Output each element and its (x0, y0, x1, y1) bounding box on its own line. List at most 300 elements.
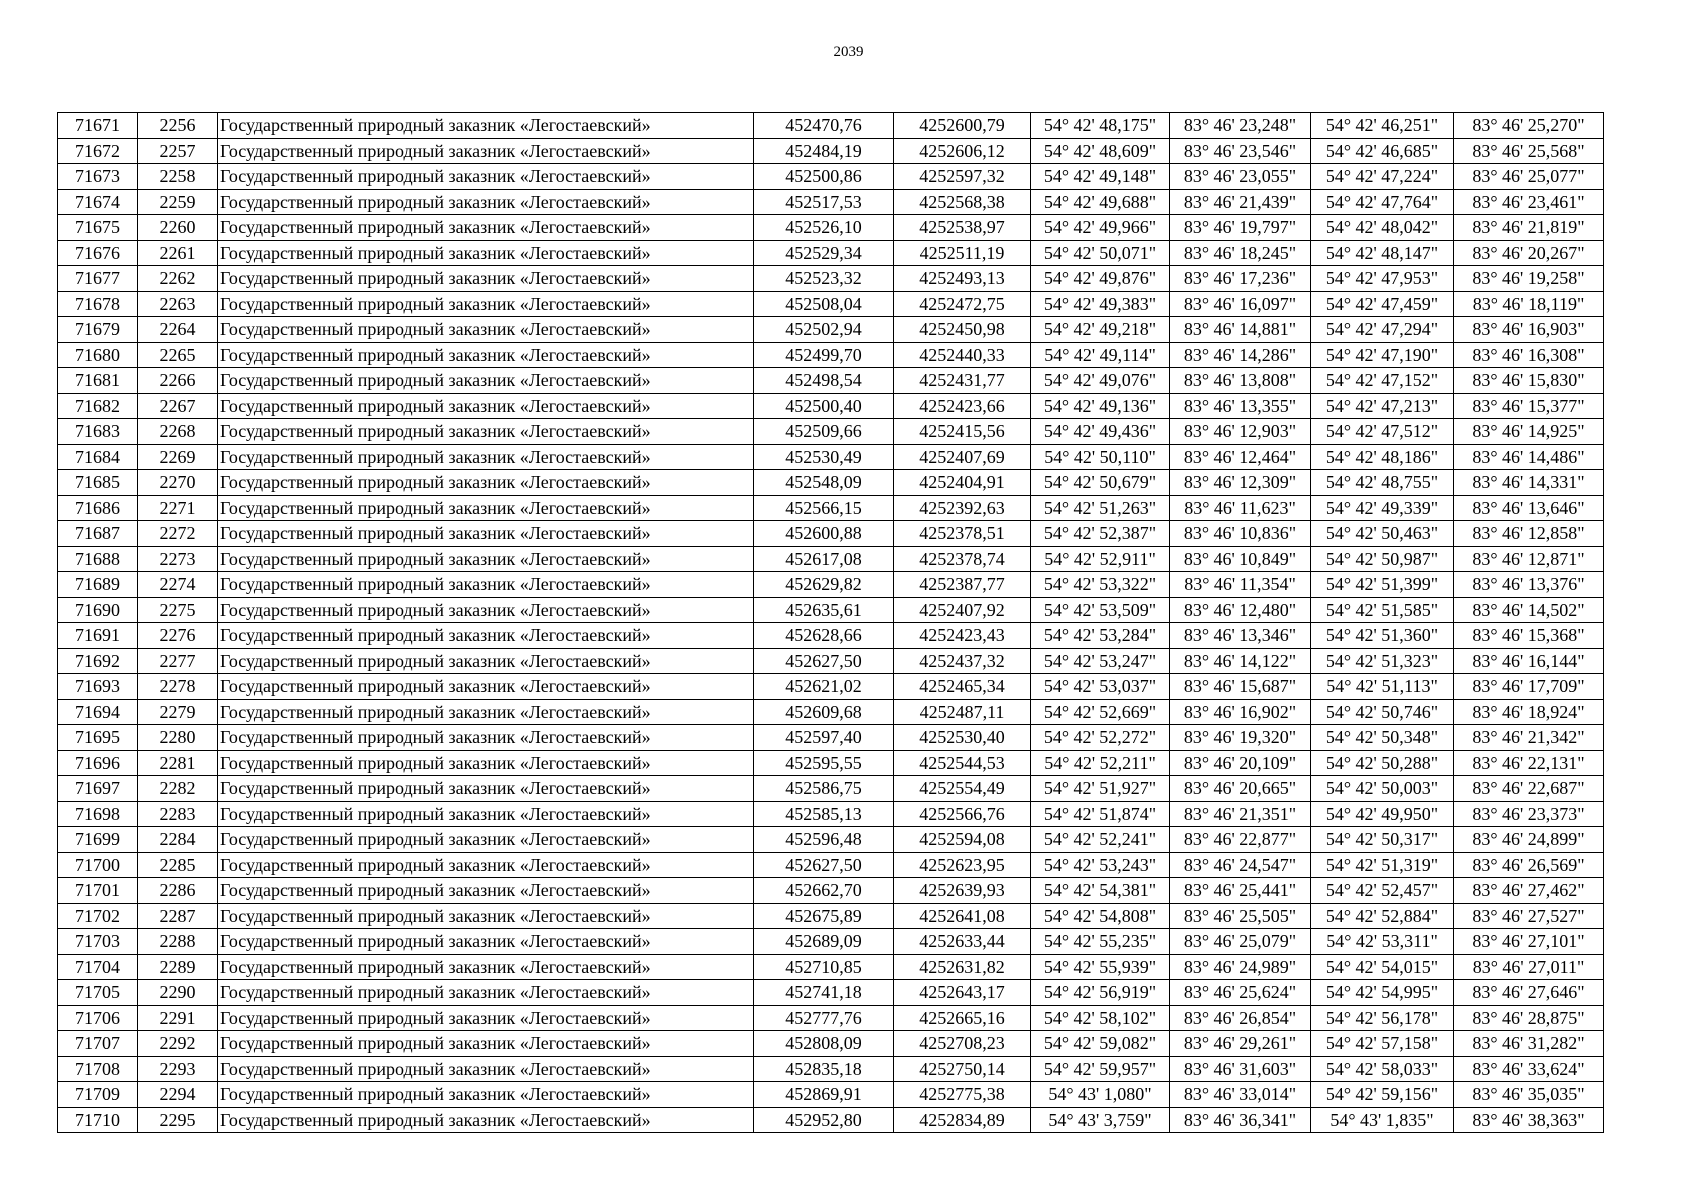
cell-latitude-2: 54° 42' 50,317" (1311, 827, 1454, 853)
cell-point-number: 2270 (138, 470, 218, 496)
cell-longitude-1: 83° 46' 31,603" (1170, 1056, 1311, 1082)
cell-x-coordinate: 452530,49 (754, 444, 894, 470)
cell-longitude-1: 83° 46' 23,055" (1170, 164, 1311, 190)
cell-x-coordinate: 452621,02 (754, 674, 894, 700)
cell-latitude-2: 54° 42' 51,360" (1311, 623, 1454, 649)
cell-y-coordinate: 4252378,74 (894, 546, 1031, 572)
cell-latitude-1: 54° 42' 53,247" (1031, 648, 1170, 674)
cell-x-coordinate: 452586,75 (754, 776, 894, 802)
cell-latitude-2: 54° 42' 59,156" (1311, 1082, 1454, 1108)
cell-x-coordinate: 452600,88 (754, 521, 894, 547)
table-row (58, 113, 1604, 139)
cell-latitude-2: 54° 42' 47,190" (1311, 342, 1454, 368)
cell-latitude-2: 54° 42' 47,459" (1311, 291, 1454, 317)
cell-latitude-1: 54° 43' 1,080" (1031, 1082, 1170, 1108)
cell-point-number: 2268 (138, 419, 218, 445)
cell-row-number: 71707 (58, 1031, 138, 1057)
cell-longitude-1: 83° 46' 19,797" (1170, 215, 1311, 241)
cell-latitude-1: 54° 42' 53,322" (1031, 572, 1170, 598)
cell-longitude-2: 83° 46' 27,101" (1454, 929, 1604, 955)
cell-latitude-2: 54° 42' 50,987" (1311, 546, 1454, 572)
cell-longitude-1: 83° 46' 10,849" (1170, 546, 1311, 572)
cell-row-number: 71692 (58, 648, 138, 674)
cell-latitude-1: 54° 42' 53,243" (1031, 852, 1170, 878)
cell-x-coordinate: 452585,13 (754, 801, 894, 827)
cell-territory-name: Государственный природный заказник «Легостаевский» (218, 368, 754, 394)
cell-x-coordinate: 452869,91 (754, 1082, 894, 1108)
cell-row-number: 71676 (58, 240, 138, 266)
cell-x-coordinate: 452509,66 (754, 419, 894, 445)
cell-point-number: 2266 (138, 368, 218, 394)
cell-longitude-1: 83° 46' 13,808" (1170, 368, 1311, 394)
cell-longitude-1: 83° 46' 16,902" (1170, 699, 1311, 725)
cell-longitude-2: 83° 46' 16,903" (1454, 317, 1604, 343)
table-row (58, 342, 1604, 368)
cell-y-coordinate: 4252623,95 (894, 852, 1031, 878)
cell-longitude-2: 83° 46' 21,342" (1454, 725, 1604, 751)
cell-longitude-2: 83° 46' 31,282" (1454, 1031, 1604, 1057)
cell-x-coordinate: 452689,09 (754, 929, 894, 955)
cell-territory-name: Государственный природный заказник «Легостаевский» (218, 597, 754, 623)
cell-point-number: 2260 (138, 215, 218, 241)
cell-point-number: 2276 (138, 623, 218, 649)
cell-longitude-2: 83° 46' 16,144" (1454, 648, 1604, 674)
cell-longitude-1: 83° 46' 23,546" (1170, 138, 1311, 164)
cell-latitude-2: 54° 42' 50,003" (1311, 776, 1454, 802)
cell-longitude-2: 83° 46' 12,858" (1454, 521, 1604, 547)
table-row (58, 699, 1604, 725)
cell-y-coordinate: 4252834,89 (894, 1107, 1031, 1133)
table-row (58, 572, 1604, 598)
cell-latitude-1: 54° 42' 56,919" (1031, 980, 1170, 1006)
cell-latitude-2: 54° 42' 54,995" (1311, 980, 1454, 1006)
cell-latitude-1: 54° 42' 52,669" (1031, 699, 1170, 725)
cell-longitude-2: 83° 46' 33,624" (1454, 1056, 1604, 1082)
cell-x-coordinate: 452617,08 (754, 546, 894, 572)
cell-longitude-1: 83° 46' 25,624" (1170, 980, 1311, 1006)
cell-longitude-2: 83° 46' 14,925" (1454, 419, 1604, 445)
cell-longitude-2: 83° 46' 27,646" (1454, 980, 1604, 1006)
cell-y-coordinate: 4252415,56 (894, 419, 1031, 445)
cell-latitude-1: 54° 42' 52,911" (1031, 546, 1170, 572)
cell-latitude-2: 54° 42' 51,113" (1311, 674, 1454, 700)
cell-row-number: 71706 (58, 1005, 138, 1031)
table-row (58, 827, 1604, 853)
cell-latitude-1: 54° 42' 49,114" (1031, 342, 1170, 368)
cell-point-number: 2257 (138, 138, 218, 164)
cell-x-coordinate: 452498,54 (754, 368, 894, 394)
cell-row-number: 71702 (58, 903, 138, 929)
table-row (58, 393, 1604, 419)
cell-row-number: 71697 (58, 776, 138, 802)
cell-longitude-1: 83° 46' 14,122" (1170, 648, 1311, 674)
cell-territory-name: Государственный природный заказник «Легостаевский» (218, 266, 754, 292)
table-row (58, 470, 1604, 496)
table-body (58, 113, 1604, 1133)
cell-point-number: 2282 (138, 776, 218, 802)
cell-x-coordinate: 452662,70 (754, 878, 894, 904)
table-row (58, 240, 1604, 266)
cell-y-coordinate: 4252423,66 (894, 393, 1031, 419)
cell-territory-name: Государственный природный заказник «Легостаевский» (218, 189, 754, 215)
cell-y-coordinate: 4252554,49 (894, 776, 1031, 802)
table-row (58, 954, 1604, 980)
cell-latitude-1: 54° 42' 52,241" (1031, 827, 1170, 853)
cell-longitude-2: 83° 46' 22,687" (1454, 776, 1604, 802)
table-row (58, 648, 1604, 674)
cell-longitude-2: 83° 46' 14,486" (1454, 444, 1604, 470)
cell-latitude-1: 54° 42' 52,387" (1031, 521, 1170, 547)
cell-territory-name: Государственный природный заказник «Легостаевский» (218, 138, 754, 164)
table-row (58, 164, 1604, 190)
cell-point-number: 2272 (138, 521, 218, 547)
cell-latitude-1: 54° 42' 53,037" (1031, 674, 1170, 700)
cell-longitude-2: 83° 46' 14,331" (1454, 470, 1604, 496)
cell-latitude-2: 54° 42' 52,457" (1311, 878, 1454, 904)
cell-y-coordinate: 4252631,82 (894, 954, 1031, 980)
cell-point-number: 2290 (138, 980, 218, 1006)
cell-longitude-2: 83° 46' 14,502" (1454, 597, 1604, 623)
cell-territory-name: Государственный природный заказник «Легостаевский» (218, 801, 754, 827)
cell-longitude-1: 83° 46' 29,261" (1170, 1031, 1311, 1057)
cell-point-number: 2264 (138, 317, 218, 343)
cell-point-number: 2291 (138, 1005, 218, 1031)
table-row (58, 215, 1604, 241)
cell-latitude-1: 54° 42' 55,939" (1031, 954, 1170, 980)
cell-latitude-2: 54° 42' 47,953" (1311, 266, 1454, 292)
cell-latitude-1: 54° 42' 49,383" (1031, 291, 1170, 317)
cell-y-coordinate: 4252431,77 (894, 368, 1031, 394)
cell-latitude-1: 54° 42' 53,509" (1031, 597, 1170, 623)
table-row (58, 801, 1604, 827)
cell-point-number: 2285 (138, 852, 218, 878)
cell-territory-name: Государственный природный заказник «Легостаевский» (218, 954, 754, 980)
table-row (58, 189, 1604, 215)
cell-longitude-2: 83° 46' 28,875" (1454, 1005, 1604, 1031)
cell-longitude-2: 83° 46' 23,461" (1454, 189, 1604, 215)
cell-row-number: 71681 (58, 368, 138, 394)
cell-territory-name: Государственный природный заказник «Легостаевский» (218, 1031, 754, 1057)
cell-latitude-2: 54° 43' 1,835" (1311, 1107, 1454, 1133)
cell-latitude-2: 54° 42' 53,311" (1311, 929, 1454, 955)
cell-longitude-2: 83° 46' 13,376" (1454, 572, 1604, 598)
cell-point-number: 2274 (138, 572, 218, 598)
table-row (58, 929, 1604, 955)
cell-x-coordinate: 452777,76 (754, 1005, 894, 1031)
cell-y-coordinate: 4252387,77 (894, 572, 1031, 598)
cell-latitude-1: 54° 42' 49,136" (1031, 393, 1170, 419)
cell-longitude-2: 83° 46' 27,462" (1454, 878, 1604, 904)
cell-point-number: 2287 (138, 903, 218, 929)
cell-y-coordinate: 4252594,08 (894, 827, 1031, 853)
cell-y-coordinate: 4252641,08 (894, 903, 1031, 929)
cell-y-coordinate: 4252404,91 (894, 470, 1031, 496)
cell-longitude-2: 83° 46' 15,830" (1454, 368, 1604, 394)
cell-row-number: 71703 (58, 929, 138, 955)
cell-latitude-2: 54° 42' 47,224" (1311, 164, 1454, 190)
cell-y-coordinate: 4252544,53 (894, 750, 1031, 776)
cell-latitude-1: 54° 42' 49,148" (1031, 164, 1170, 190)
cell-row-number: 71689 (58, 572, 138, 598)
cell-longitude-1: 83° 46' 12,309" (1170, 470, 1311, 496)
cell-y-coordinate: 4252633,44 (894, 929, 1031, 955)
cell-latitude-2: 54° 42' 47,213" (1311, 393, 1454, 419)
cell-y-coordinate: 4252566,76 (894, 801, 1031, 827)
cell-row-number: 71696 (58, 750, 138, 776)
cell-x-coordinate: 452835,18 (754, 1056, 894, 1082)
cell-longitude-1: 83° 46' 21,439" (1170, 189, 1311, 215)
table-row (58, 546, 1604, 572)
cell-x-coordinate: 452596,48 (754, 827, 894, 853)
cell-latitude-1: 54° 42' 49,876" (1031, 266, 1170, 292)
cell-longitude-2: 83° 46' 23,373" (1454, 801, 1604, 827)
cell-territory-name: Государственный природный заказник «Легостаевский» (218, 852, 754, 878)
cell-latitude-2: 54° 42' 50,463" (1311, 521, 1454, 547)
cell-territory-name: Государственный природный заказник «Легостаевский» (218, 291, 754, 317)
cell-row-number: 71694 (58, 699, 138, 725)
cell-latitude-1: 54° 42' 53,284" (1031, 623, 1170, 649)
cell-longitude-1: 83° 46' 13,355" (1170, 393, 1311, 419)
cell-longitude-1: 83° 46' 14,881" (1170, 317, 1311, 343)
cell-latitude-2: 54° 42' 47,152" (1311, 368, 1454, 394)
cell-longitude-2: 83° 46' 26,569" (1454, 852, 1604, 878)
cell-latitude-2: 54° 42' 48,186" (1311, 444, 1454, 470)
cell-territory-name: Государственный природный заказник «Легостаевский» (218, 215, 754, 241)
cell-y-coordinate: 4252708,23 (894, 1031, 1031, 1057)
cell-point-number: 2265 (138, 342, 218, 368)
cell-longitude-1: 83° 46' 12,480" (1170, 597, 1311, 623)
cell-territory-name: Государственный природный заказник «Легостаевский» (218, 929, 754, 955)
cell-latitude-2: 54° 42' 56,178" (1311, 1005, 1454, 1031)
cell-longitude-1: 83° 46' 16,097" (1170, 291, 1311, 317)
cell-latitude-1: 54° 42' 54,808" (1031, 903, 1170, 929)
cell-point-number: 2273 (138, 546, 218, 572)
cell-territory-name: Государственный природный заказник «Легостаевский» (218, 495, 754, 521)
cell-row-number: 71699 (58, 827, 138, 853)
cell-row-number: 71686 (58, 495, 138, 521)
cell-row-number: 71691 (58, 623, 138, 649)
cell-territory-name: Государственный природный заказник «Легостаевский» (218, 521, 754, 547)
cell-latitude-1: 54° 42' 59,082" (1031, 1031, 1170, 1057)
cell-territory-name: Государственный природный заказник «Легостаевский» (218, 776, 754, 802)
cell-x-coordinate: 452526,10 (754, 215, 894, 241)
cell-row-number: 71701 (58, 878, 138, 904)
cell-point-number: 2278 (138, 674, 218, 700)
cell-x-coordinate: 452548,09 (754, 470, 894, 496)
cell-longitude-2: 83° 46' 18,119" (1454, 291, 1604, 317)
cell-latitude-2: 54° 42' 54,015" (1311, 954, 1454, 980)
cell-territory-name: Государственный природный заказник «Легостаевский» (218, 1056, 754, 1082)
page-number: 2039 (833, 44, 864, 60)
cell-x-coordinate: 452523,32 (754, 266, 894, 292)
cell-y-coordinate: 4252472,75 (894, 291, 1031, 317)
table-row (58, 368, 1604, 394)
cell-y-coordinate: 4252538,97 (894, 215, 1031, 241)
cell-latitude-2: 54° 42' 48,147" (1311, 240, 1454, 266)
table-row (58, 878, 1604, 904)
table-row (58, 1005, 1604, 1031)
cell-y-coordinate: 4252750,14 (894, 1056, 1031, 1082)
cell-x-coordinate: 452609,68 (754, 699, 894, 725)
cell-point-number: 2262 (138, 266, 218, 292)
cell-row-number: 71700 (58, 852, 138, 878)
cell-x-coordinate: 452499,70 (754, 342, 894, 368)
cell-longitude-2: 83° 46' 38,363" (1454, 1107, 1604, 1133)
cell-longitude-1: 83° 46' 36,341" (1170, 1107, 1311, 1133)
cell-x-coordinate: 452741,18 (754, 980, 894, 1006)
cell-latitude-2: 54° 42' 46,251" (1311, 113, 1454, 139)
cell-latitude-1: 54° 42' 49,218" (1031, 317, 1170, 343)
cell-point-number: 2280 (138, 725, 218, 751)
cell-row-number: 71682 (58, 393, 138, 419)
cell-longitude-2: 83° 46' 16,308" (1454, 342, 1604, 368)
cell-longitude-2: 83° 46' 27,011" (1454, 954, 1604, 980)
cell-latitude-1: 54° 42' 48,609" (1031, 138, 1170, 164)
cell-y-coordinate: 4252407,69 (894, 444, 1031, 470)
cell-longitude-2: 83° 46' 25,077" (1454, 164, 1604, 190)
cell-row-number: 71710 (58, 1107, 138, 1133)
cell-latitude-2: 54° 42' 51,399" (1311, 572, 1454, 598)
cell-x-coordinate: 452710,85 (754, 954, 894, 980)
table-row (58, 1107, 1604, 1133)
cell-latitude-2: 54° 42' 47,764" (1311, 189, 1454, 215)
cell-latitude-1: 54° 42' 51,263" (1031, 495, 1170, 521)
cell-latitude-1: 54° 42' 49,688" (1031, 189, 1170, 215)
cell-point-number: 2263 (138, 291, 218, 317)
cell-latitude-1: 54° 42' 49,076" (1031, 368, 1170, 394)
cell-y-coordinate: 4252665,16 (894, 1005, 1031, 1031)
cell-territory-name: Государственный природный заказник «Легостаевский» (218, 444, 754, 470)
table-row (58, 597, 1604, 623)
cell-point-number: 2292 (138, 1031, 218, 1057)
table-row (58, 1056, 1604, 1082)
cell-longitude-1: 83° 46' 13,346" (1170, 623, 1311, 649)
cell-longitude-1: 83° 46' 12,903" (1170, 419, 1311, 445)
cell-longitude-2: 83° 46' 12,871" (1454, 546, 1604, 572)
cell-row-number: 71705 (58, 980, 138, 1006)
cell-latitude-1: 54° 42' 54,381" (1031, 878, 1170, 904)
cell-longitude-1: 83° 46' 20,665" (1170, 776, 1311, 802)
cell-longitude-2: 83° 46' 13,646" (1454, 495, 1604, 521)
cell-point-number: 2256 (138, 113, 218, 139)
cell-point-number: 2288 (138, 929, 218, 955)
cell-x-coordinate: 452500,40 (754, 393, 894, 419)
cell-territory-name: Государственный природный заказник «Легостаевский» (218, 317, 754, 343)
cell-row-number: 71695 (58, 725, 138, 751)
cell-latitude-1: 54° 42' 50,110" (1031, 444, 1170, 470)
cell-point-number: 2293 (138, 1056, 218, 1082)
cell-latitude-1: 54° 42' 50,071" (1031, 240, 1170, 266)
cell-point-number: 2277 (138, 648, 218, 674)
cell-longitude-2: 83° 46' 20,267" (1454, 240, 1604, 266)
cell-y-coordinate: 4252450,98 (894, 317, 1031, 343)
cell-y-coordinate: 4252407,92 (894, 597, 1031, 623)
cell-row-number: 71672 (58, 138, 138, 164)
cell-y-coordinate: 4252423,43 (894, 623, 1031, 649)
cell-y-coordinate: 4252465,34 (894, 674, 1031, 700)
cell-territory-name: Государственный природный заказник «Легостаевский» (218, 674, 754, 700)
table-row (58, 725, 1604, 751)
cell-y-coordinate: 4252437,32 (894, 648, 1031, 674)
cell-territory-name: Государственный природный заказник «Легостаевский» (218, 419, 754, 445)
cell-row-number: 71709 (58, 1082, 138, 1108)
cell-territory-name: Государственный природный заказник «Легостаевский» (218, 980, 754, 1006)
cell-point-number: 2267 (138, 393, 218, 419)
cell-row-number: 71678 (58, 291, 138, 317)
cell-row-number: 71683 (58, 419, 138, 445)
cell-territory-name: Государственный природный заказник «Легостаевский» (218, 750, 754, 776)
cell-longitude-2: 83° 46' 22,131" (1454, 750, 1604, 776)
cell-latitude-1: 54° 42' 59,957" (1031, 1056, 1170, 1082)
cell-row-number: 71671 (58, 113, 138, 139)
cell-longitude-1: 83° 46' 25,505" (1170, 903, 1311, 929)
cell-x-coordinate: 452629,82 (754, 572, 894, 598)
cell-territory-name: Государственный природный заказник «Легостаевский» (218, 164, 754, 190)
table-row (58, 138, 1604, 164)
table-row (58, 317, 1604, 343)
cell-longitude-2: 83° 46' 19,258" (1454, 266, 1604, 292)
cell-latitude-2: 54° 42' 52,884" (1311, 903, 1454, 929)
cell-point-number: 2283 (138, 801, 218, 827)
cell-point-number: 2269 (138, 444, 218, 470)
cell-y-coordinate: 4252775,38 (894, 1082, 1031, 1108)
cell-x-coordinate: 452595,55 (754, 750, 894, 776)
cell-longitude-1: 83° 46' 33,014" (1170, 1082, 1311, 1108)
cell-latitude-1: 54° 42' 58,102" (1031, 1005, 1170, 1031)
cell-territory-name: Государственный природный заказник «Легостаевский» (218, 342, 754, 368)
cell-longitude-2: 83° 46' 25,270" (1454, 113, 1604, 139)
cell-longitude-2: 83° 46' 35,035" (1454, 1082, 1604, 1108)
cell-y-coordinate: 4252597,32 (894, 164, 1031, 190)
table-row (58, 1031, 1604, 1057)
cell-longitude-1: 83° 46' 24,989" (1170, 954, 1311, 980)
cell-latitude-2: 54° 42' 57,158" (1311, 1031, 1454, 1057)
cell-row-number: 71673 (58, 164, 138, 190)
cell-y-coordinate: 4252440,33 (894, 342, 1031, 368)
cell-longitude-2: 83° 46' 18,924" (1454, 699, 1604, 725)
cell-row-number: 71690 (58, 597, 138, 623)
cell-longitude-1: 83° 46' 19,320" (1170, 725, 1311, 751)
cell-longitude-1: 83° 46' 21,351" (1170, 801, 1311, 827)
cell-row-number: 71693 (58, 674, 138, 700)
table-row (58, 903, 1604, 929)
cell-longitude-2: 83° 46' 21,819" (1454, 215, 1604, 241)
table-row (58, 291, 1604, 317)
cell-territory-name: Государственный природный заказник «Легостаевский» (218, 1005, 754, 1031)
table-row (58, 1082, 1604, 1108)
cell-x-coordinate: 452808,09 (754, 1031, 894, 1057)
cell-point-number: 2275 (138, 597, 218, 623)
table-row (58, 419, 1604, 445)
cell-x-coordinate: 452952,80 (754, 1107, 894, 1133)
cell-row-number: 71684 (58, 444, 138, 470)
table-row (58, 495, 1604, 521)
cell-longitude-1: 83° 46' 14,286" (1170, 342, 1311, 368)
cell-row-number: 71674 (58, 189, 138, 215)
table-row (58, 444, 1604, 470)
cell-y-coordinate: 4252378,51 (894, 521, 1031, 547)
cell-point-number: 2289 (138, 954, 218, 980)
cell-x-coordinate: 452675,89 (754, 903, 894, 929)
cell-longitude-1: 83° 46' 22,877" (1170, 827, 1311, 853)
cell-latitude-2: 54° 42' 50,746" (1311, 699, 1454, 725)
cell-y-coordinate: 4252600,79 (894, 113, 1031, 139)
table-row (58, 980, 1604, 1006)
cell-x-coordinate: 452470,76 (754, 113, 894, 139)
cell-longitude-2: 83° 46' 24,899" (1454, 827, 1604, 853)
cell-latitude-1: 54° 42' 52,272" (1031, 725, 1170, 751)
cell-x-coordinate: 452529,34 (754, 240, 894, 266)
